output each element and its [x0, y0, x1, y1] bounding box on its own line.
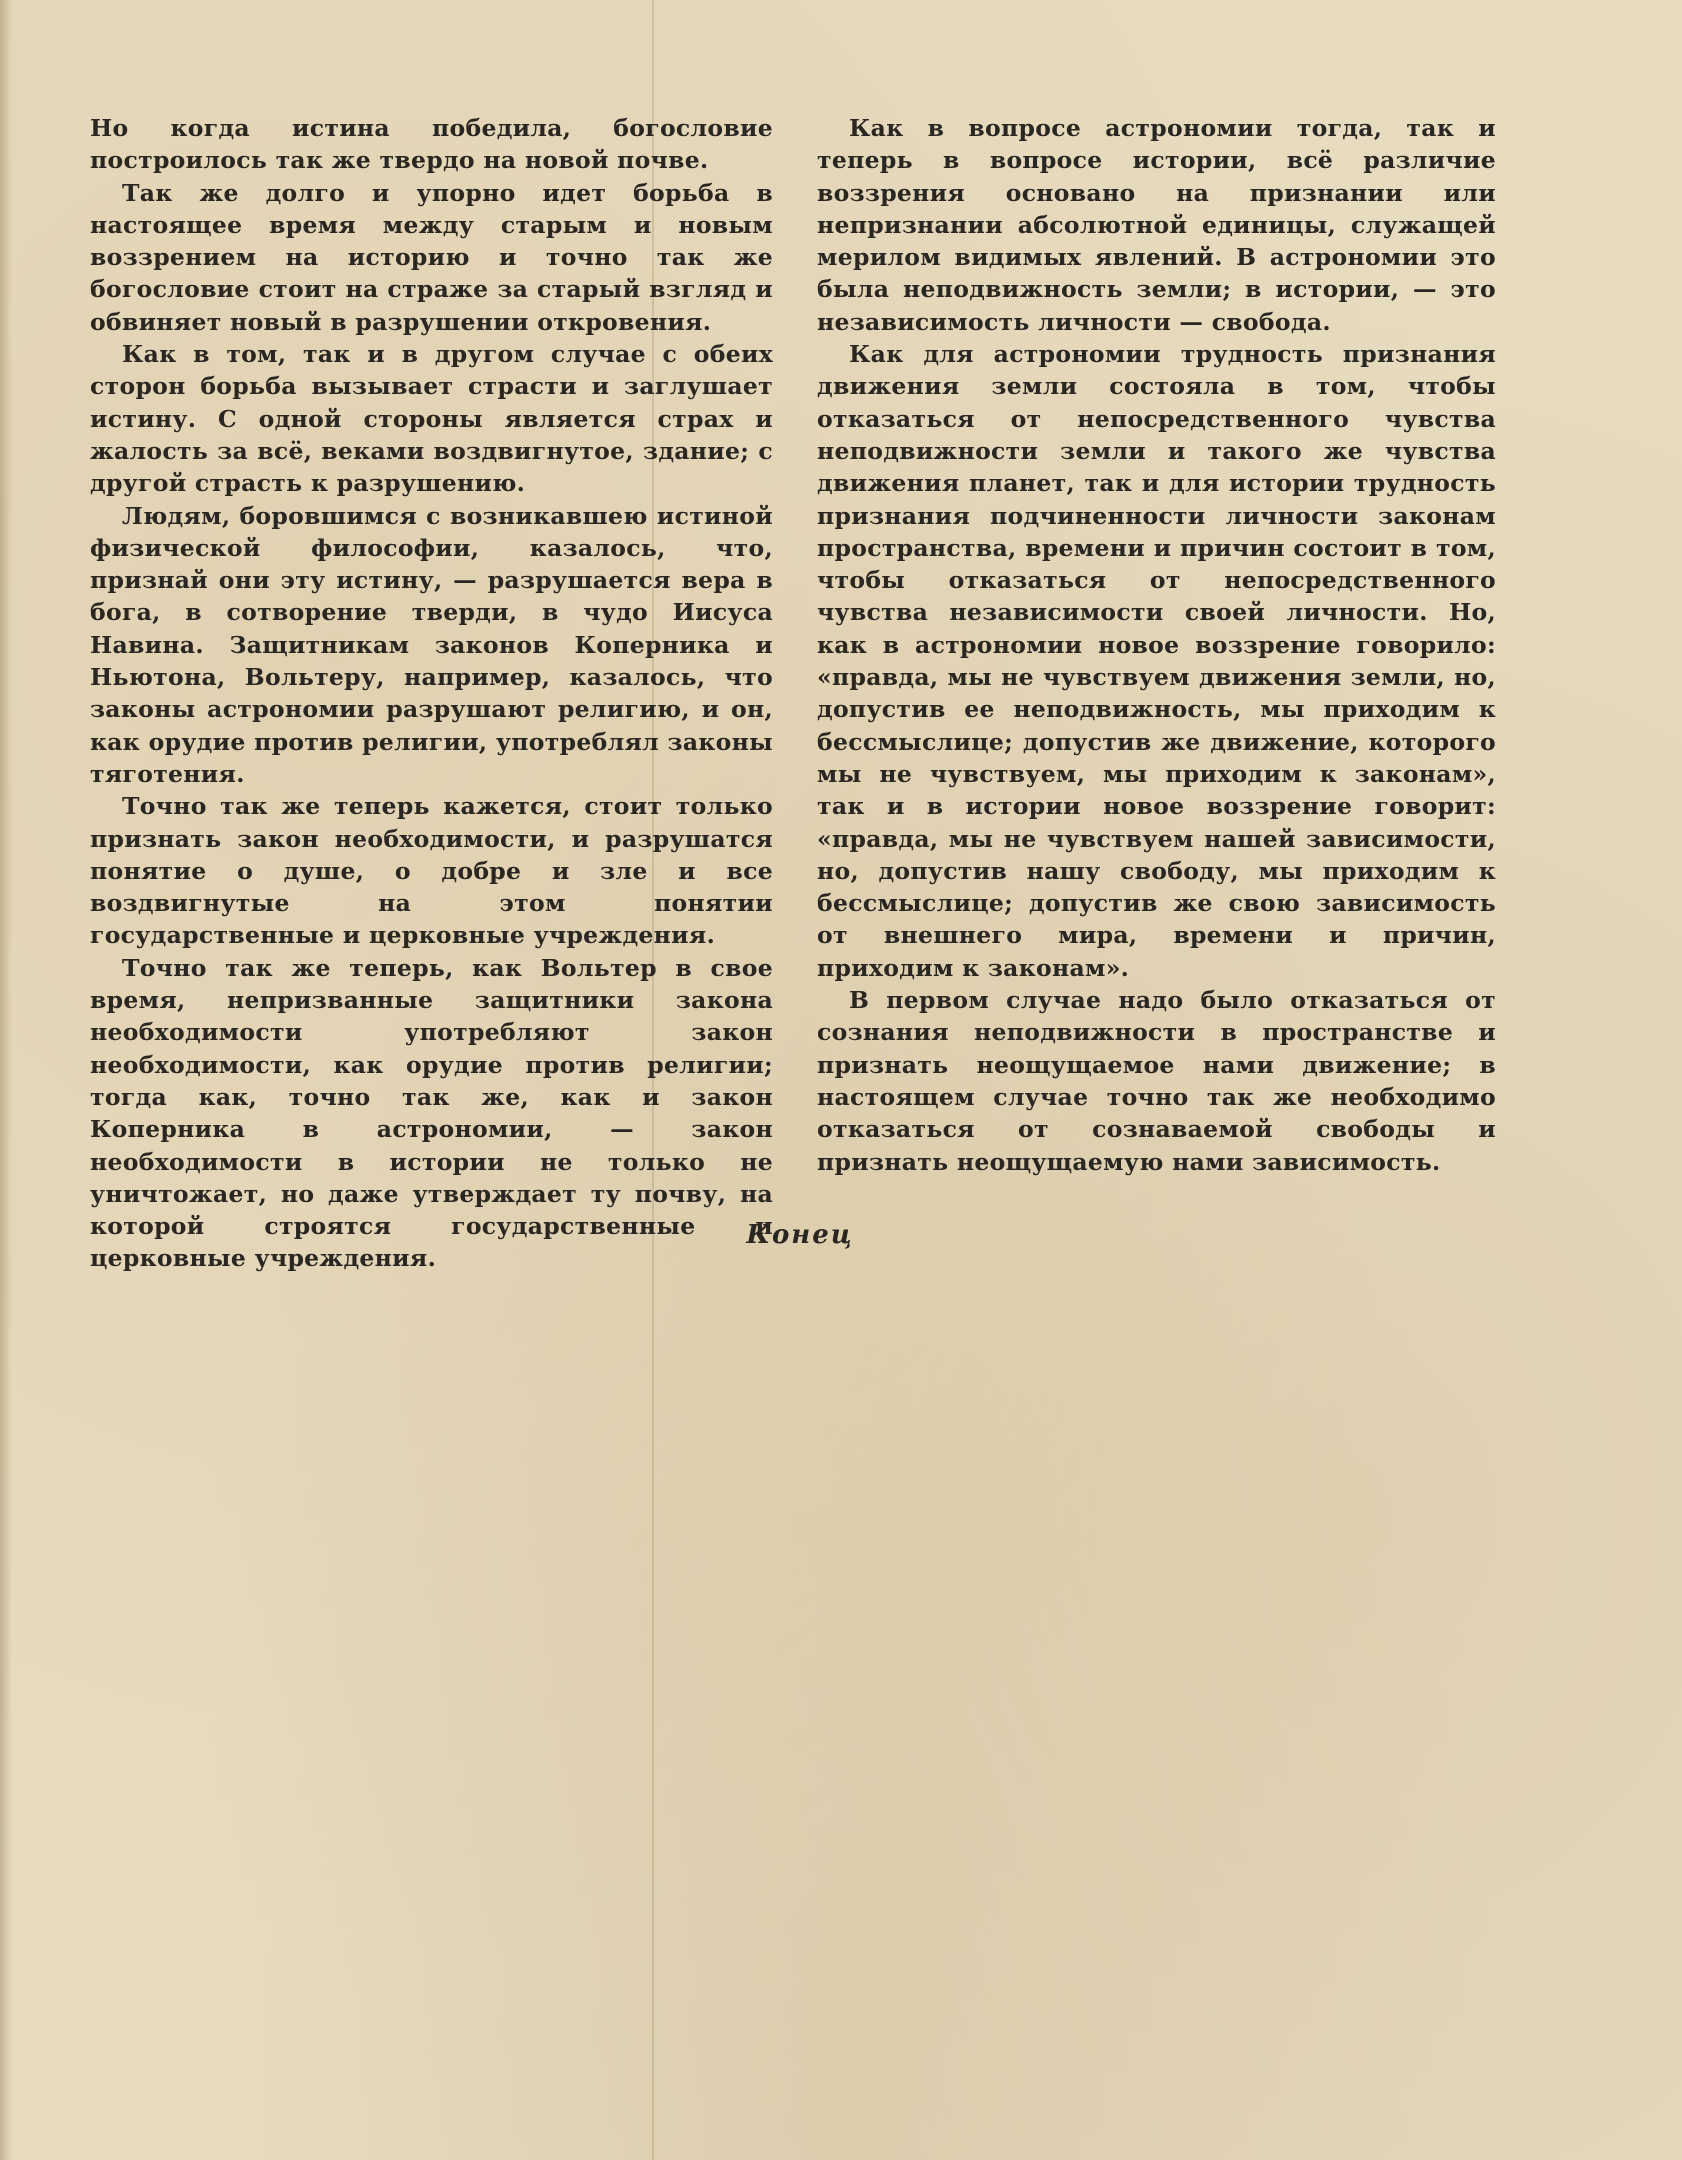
paragraph: Но когда истина победила, богословие построилось так же твердо на новой почве.: [90, 114, 773, 175]
end-mark: Конец: [746, 1220, 854, 1250]
paragraph: Точно так же теперь кажется, стоит только признать закон необходимости, и разрушатся понятие о душе, о добре и зле и все воздвигнутые на этом понятии государственные и церковные учреждения.: [90, 792, 773, 950]
paragraph: Людям, боровшимся с возникавшею истиной физической философии, казалось, что, признай они эту истину, — разрушается вера в бога, в сотворение тверди, в чудо Иисуса Навина. Защитникам законов Коперника и Ньютона, Вольтеру, например, казалось, что законы астрономии разрушают религию, и он, как орудие против религии, употреблял законы тяготения.: [90, 501, 773, 788]
right-column: [817, 112, 1496, 1178]
paragraph: Как для астрономии трудность признания движения земли состояла в том, чтобы отказаться от непосредственного чувства неподвижности земли и такого же чувства движения планет, так и для истории трудность признания подчиненности личности законам пространства, времени и причин состоит в том, чтобы отказаться от непосредственного чувства независимости своей личности. Но, как в астрономии новое воззрение говорило: «правда, мы не чувствуем движения земли, но, допустив ее неподвижность, мы приходим к бессмыслице; допустив же движение, которого мы не чувствуем, мы приходим к законам», так и в истории новое воззрение говорит: «правда, мы не чувствуем нашей зависимости, но, допустив нашу свободу, мы приходим к бессмыслице; допустив же свою зависимость от внешнего мира, времени и причин, приходим к законам».: [817, 340, 1496, 982]
paragraph: Так же долго и упорно идет борьба в настоящее время между старым и новым воззрением на историю и точно так же богословие стоит на страже за старый взгляд и обвиняет новый в разрушении откровения.: [90, 178, 773, 336]
paragraph: В первом случае надо было отказаться от сознания неподвижности в пространстве и признать неощущаемое нами движение; в настоящем случае точно так же необходимо отказаться от сознаваемой свободы и признать неощущаемую нами зависимость.: [817, 986, 1496, 1176]
left-column: [90, 112, 773, 1275]
paragraph: Точно так же теперь, как Вольтер в свое время, непризванные защитники закона необходимости употребляют закон необходимости, как орудие против религии; тогда как, точно так же, как и закон Коперника в астрономии, — закон необходимости в истории не только не уничтожает, но даже утверждает ту почву, на которой строятся государственные и церковные учреждения.: [90, 953, 773, 1273]
paragraph: Как в вопросе астрономии тогда, так и теперь в вопросе истории, всё различие воззрения основано на признании или непризнании абсолютной единицы, служащей мерилом видимых явлений. В астрономии это была неподвижность земли; в истории, — это независимость личности — свобода.: [817, 114, 1496, 336]
page-edge-shadow: [0, 0, 12, 2160]
paragraph: Как в том, так и в другом случае с обеих сторон борьба вызывает страсти и заглушает истину. С одной стороны является страх и жалость за всё, веками воздвигнутое, здание; с другой страсть к разрушению.: [90, 340, 773, 498]
